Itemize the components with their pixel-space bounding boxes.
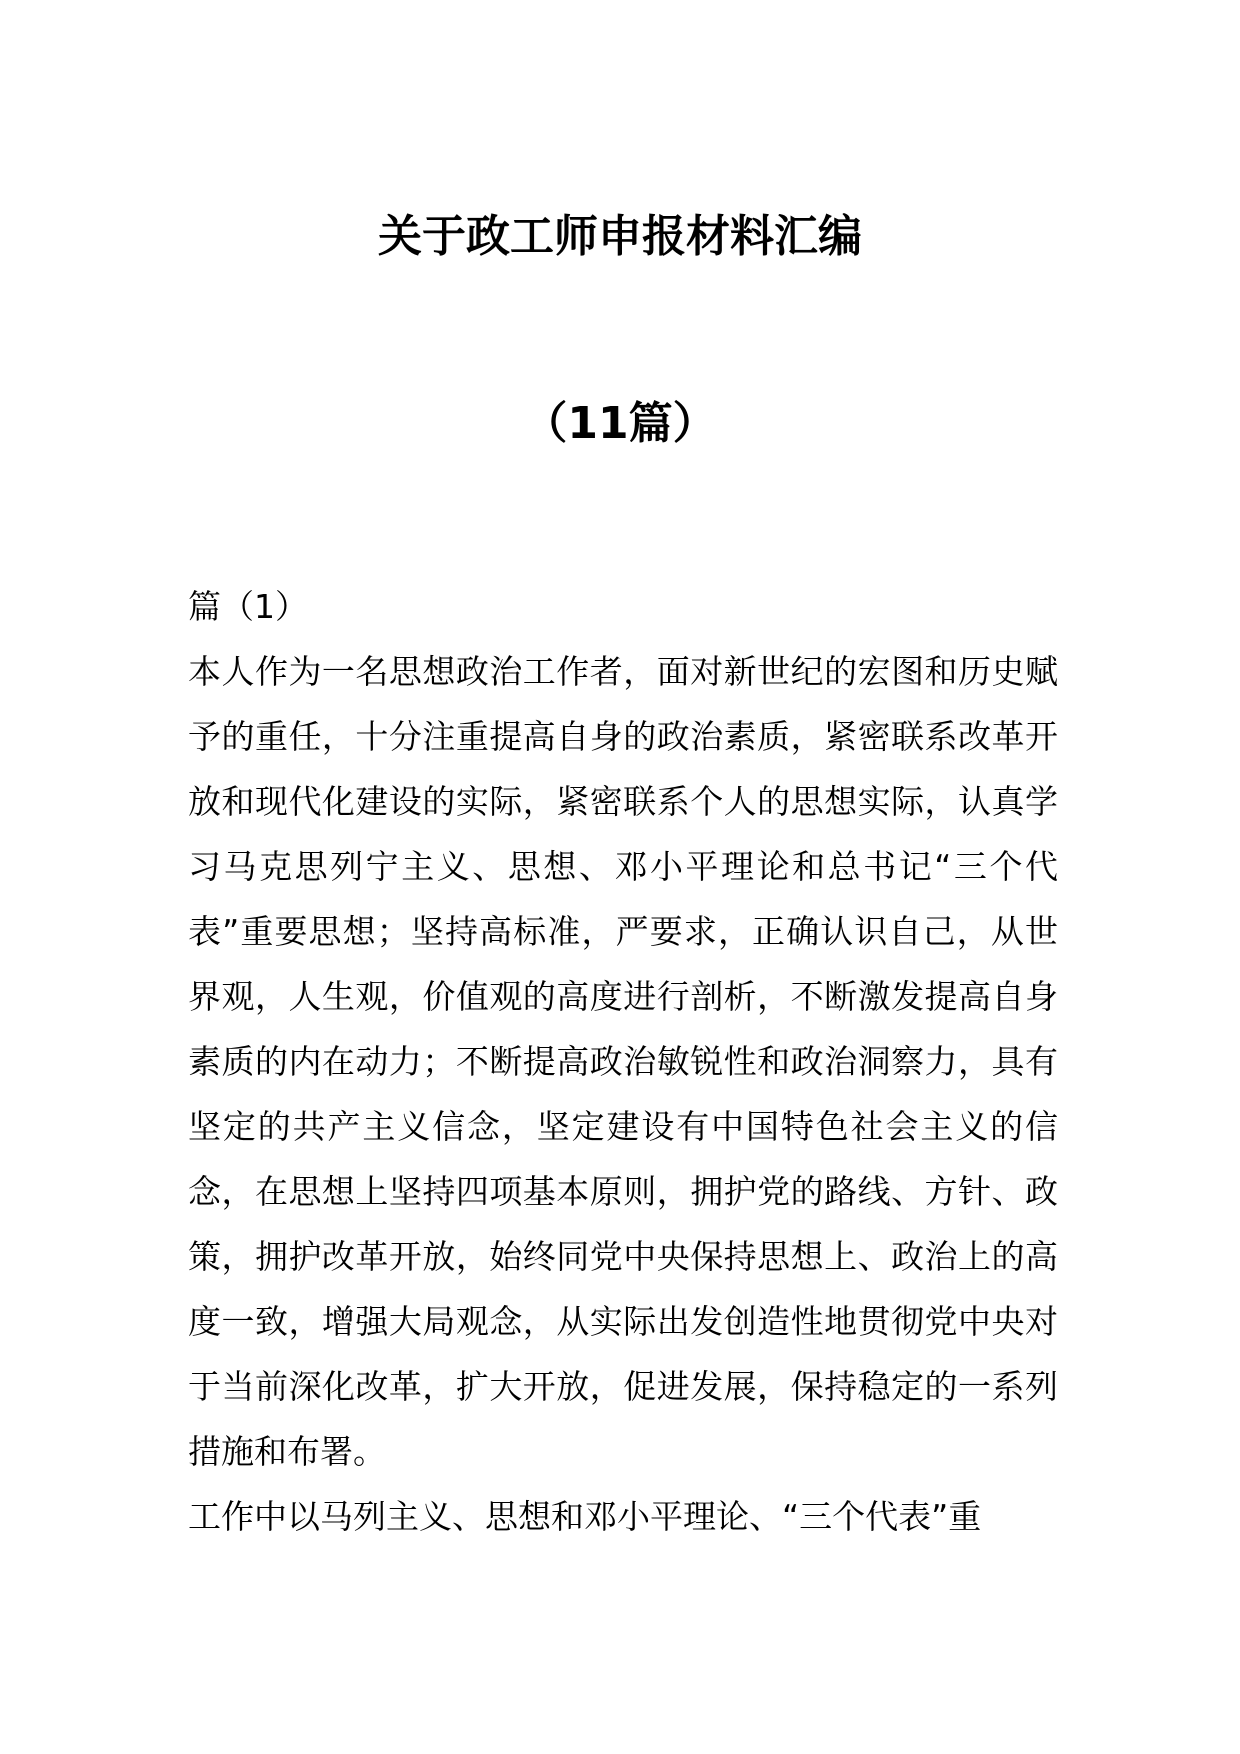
paragraph-2: 工作中以马列主义、思想和邓小平理论、“三个代表”重	[188, 1497, 982, 1536]
document-body	[188, 574, 1058, 1549]
paragraph-1: 本人作为一名思想政治工作者，面对新世纪的宏图和历史赋予的重任，十分注重提高自身的政治素质，紧密联系改革开放和现代化建设的实际，紧密联系个人的思想实际，认真学习马克思列宁主义、思想、邓小平理论和总书记“三个代表”重要思想；坚持高标准，严要求，正确认识自己，从世界观，人生观，价值观的高度进行剖析，不断激发提高自身素质的内在动力；不断提高政治敏锐性和政治洞察力，具有坚定的共产主义信念，坚定建设有中国特色社会主义的信念，在思想上坚持四项基本原则，拥护党的路线、方针、政策，拥护改革开放，始终同党中央保持思想上、政治上的高度一致，增强大局观念，从实际出发创造性地贯彻党中央对于当前深化改革，扩大开放，促进发展，保持稳定的一系列措施和布署。	[188, 652, 1058, 1471]
section-label: 篇（1）	[188, 587, 308, 626]
document-title: 关于政工师申报材料汇编	[378, 211, 862, 262]
document-subtitle: （11篇）	[523, 398, 717, 449]
